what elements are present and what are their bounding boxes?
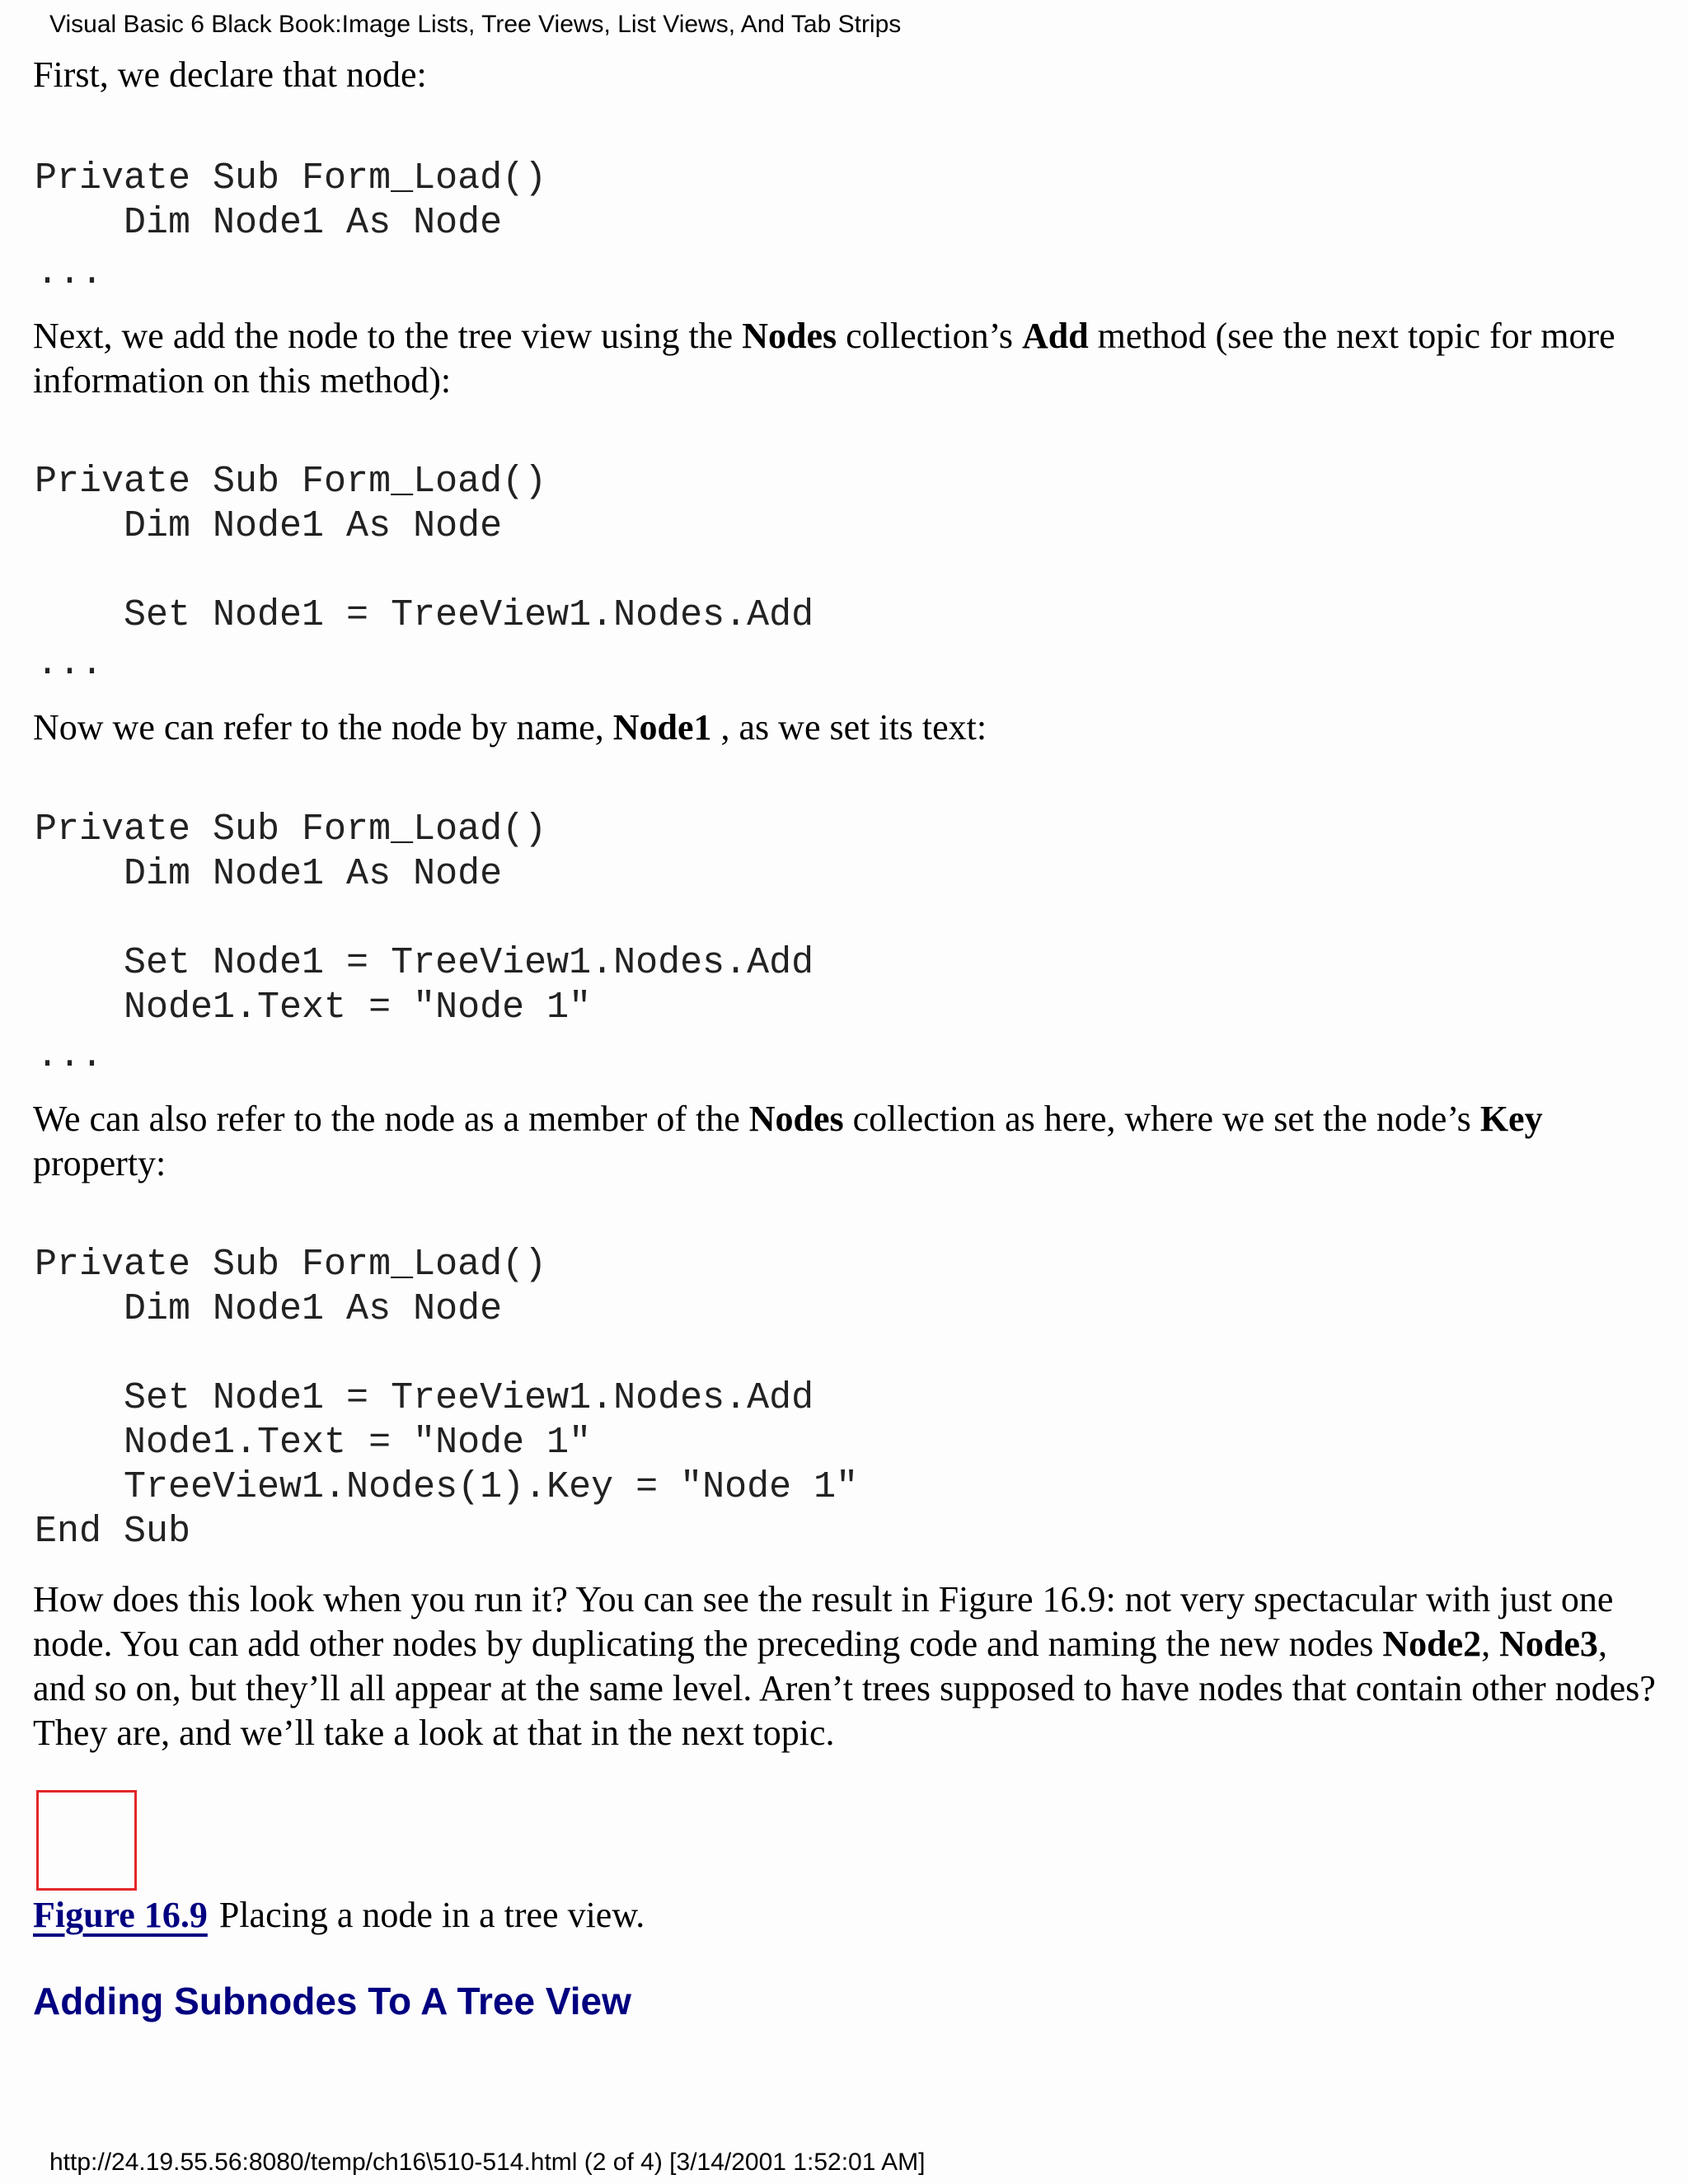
page-header: Visual Basic 6 Black Book:Image Lists, Tree Views, List Views, And Tab Strips: [49, 11, 902, 38]
code-block-add: Private Sub Form_Load() Dim Node1 As Node Set Node1 = TreeView1.Nodes.Add: [35, 461, 814, 636]
code-ellipsis: ...: [36, 252, 104, 294]
code-block-declare: Private Sub Form_Load() Dim Node1 As Node: [35, 157, 547, 244]
code-ellipsis: ...: [36, 1035, 104, 1077]
figure-caption-text: Placing a node in a tree view.: [218, 1895, 645, 1935]
figure-image-placeholder: [36, 1790, 137, 1891]
figure-caption: [33, 1891, 645, 1940]
code-block-set-key: Private Sub Form_Load() Dim Node1 As Node Set Node1 = TreeView1.Nodes.Add Node1.Text = "Node 1" TreeView1.Nodes(1).Key = "Node 1" End Sub: [35, 1244, 859, 1553]
figure-link[interactable]: Figure 16.9: [33, 1895, 208, 1935]
paragraph-refer-node: Now we can refer to the node by name, Node1 , as we set its text:: [33, 707, 987, 748]
code-ellipsis: ...: [36, 643, 104, 685]
paragraph-add-node: Next, we add the node to the tree view using the Nodes collection’s Add method (see the next topic for more information on this method):: [33, 316, 1615, 401]
paragraph-key-property: We can also refer to the node as a member of the Nodes collection as here, where we set the node’s Key property:: [33, 1099, 1543, 1183]
paragraph-declare-node: First, we declare that node:: [33, 54, 427, 95]
page-footer-url: http://24.19.55.56:8080/temp/ch16\510-514.html (2 of 4) [3/14/2001 1:52:01 AM]: [49, 2149, 926, 2176]
paragraph-run-result: How does this look when you run it? You can see the result in Figure 16.9: not very spectacular with just one node. You can add other nodes by duplicating the preceding code and naming the new nodes Node2, Node3, and so on, but they’ll all appear at the same level. Aren’t trees supposed to have nodes that contain other nodes? They are, and we’ll take a look at that in the next topic.: [33, 1579, 1656, 1753]
section-heading: Adding Subnodes To A Tree View: [33, 1980, 631, 2022]
code-block-set-text: Private Sub Form_Load() Dim Node1 As Node Set Node1 = TreeView1.Nodes.Add Node1.Text = "Node 1": [35, 808, 814, 1029]
